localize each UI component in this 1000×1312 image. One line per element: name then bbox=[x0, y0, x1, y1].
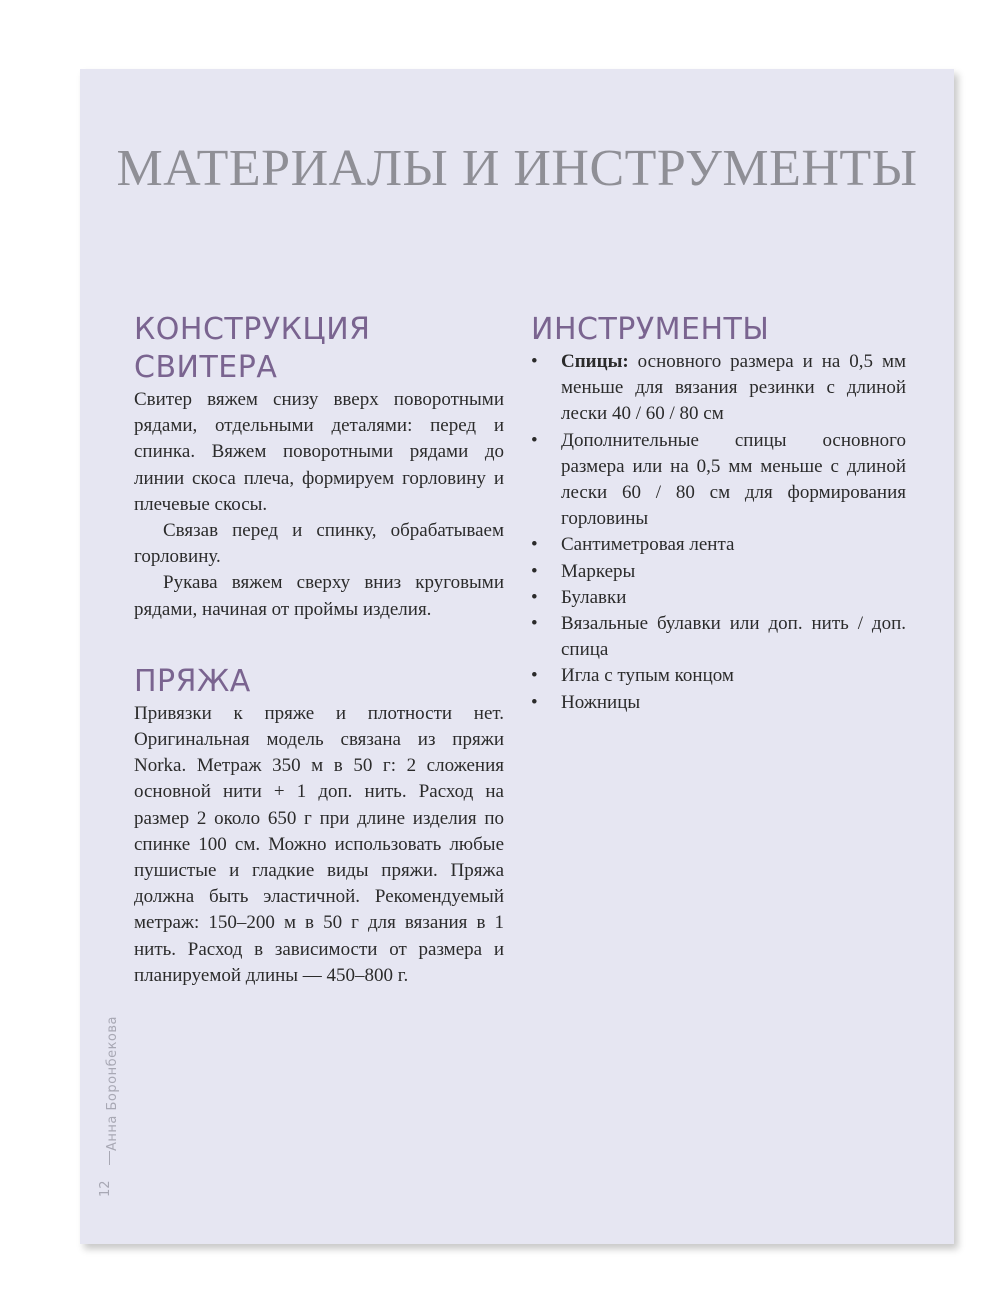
bullet-icon: • bbox=[531, 586, 538, 608]
footer-divider bbox=[109, 1151, 110, 1165]
tool-text: основного размера и на 0,5 мм меньше для вязания резинки с длиной лески 40 / 60 / 80 см bbox=[561, 351, 906, 425]
bullet-icon: • bbox=[531, 665, 538, 687]
construction-paragraph: Связав перед и спинку, обрабатываем горловину. bbox=[134, 520, 504, 568]
yarn-paragraph: Привязки к пряже и плотности нет. Оригинальная модель связана из пряжи Norka. Метраж 350 м в 50 г: 2 сложения основной нити + 1 доп. нить. Расход на размер 2 около 650 г при длине изделия по спинке 100 см. Можно использовать любые пушистые и гладкие виды пряжи. Пряжа должна быть эластичной. Рекомендуемый метраж: 150–200 м в 50 г для вязания в 1 нить. Расход в зависимости от размера и планируемой длины — 450–800 г. bbox=[134, 702, 504, 986]
tool-text: Ножницы bbox=[561, 691, 641, 713]
bullet-icon: • bbox=[531, 534, 538, 556]
tool-text: Сантиметровая лента bbox=[561, 534, 735, 556]
tools-list-item bbox=[531, 349, 906, 428]
page-title: МАТЕРИАЛЫ И ИНСТРУМЕНТЫ bbox=[116, 140, 918, 197]
author-name: Анна Боронбекова bbox=[105, 1015, 120, 1151]
bullet-icon: • bbox=[531, 691, 538, 713]
page-number: 12 bbox=[98, 1180, 113, 1197]
left-column bbox=[134, 311, 504, 989]
construction-paragraph: Рукава вяжем сверху вниз круговыми рядами, начиная от проймы изделия. bbox=[134, 572, 504, 620]
tool-label: Спицы: bbox=[561, 351, 629, 372]
bullet-icon: • bbox=[531, 351, 538, 372]
page bbox=[80, 69, 954, 1244]
bullet-icon: • bbox=[531, 429, 538, 451]
construction-paragraph: Свитер вяжем снизу вверх поворотными рядами, отдельными деталями: перед и спинка. Вяжем поворотными рядами до линии скоса плеча, формируем горловину и плечевые скосы. bbox=[134, 389, 504, 515]
tool-text: Маркеры bbox=[561, 560, 636, 582]
tools-list-item bbox=[531, 611, 906, 663]
bullet-icon: • bbox=[531, 560, 538, 582]
tools-list-item bbox=[531, 690, 906, 716]
yarn-heading: ПРЯЖА bbox=[134, 663, 251, 699]
tool-text: Булавки bbox=[561, 586, 627, 608]
tool-text: Дополнительные спицы основного размера или на 0,5 мм меньше с длиной лески 60 / 80 см для формирования горловины bbox=[561, 429, 906, 530]
bullet-icon: • bbox=[531, 613, 538, 635]
tool-text: Игла с тупым концом bbox=[561, 665, 734, 687]
tools-list-item bbox=[531, 428, 906, 533]
tools-list-item bbox=[531, 559, 906, 585]
tools-heading: ИНСТРУМЕНТЫ bbox=[531, 312, 770, 347]
tool-text: Вязальные булавки или доп. нить / доп. спица bbox=[561, 613, 906, 661]
right-column bbox=[531, 311, 906, 716]
tools-list-item bbox=[531, 585, 906, 611]
tools-list-item bbox=[531, 663, 906, 689]
tools-list bbox=[531, 349, 906, 716]
tools-list-item bbox=[531, 532, 906, 558]
construction-heading: КОНСТРУКЦИЯ СВИТЕРА bbox=[134, 312, 371, 385]
